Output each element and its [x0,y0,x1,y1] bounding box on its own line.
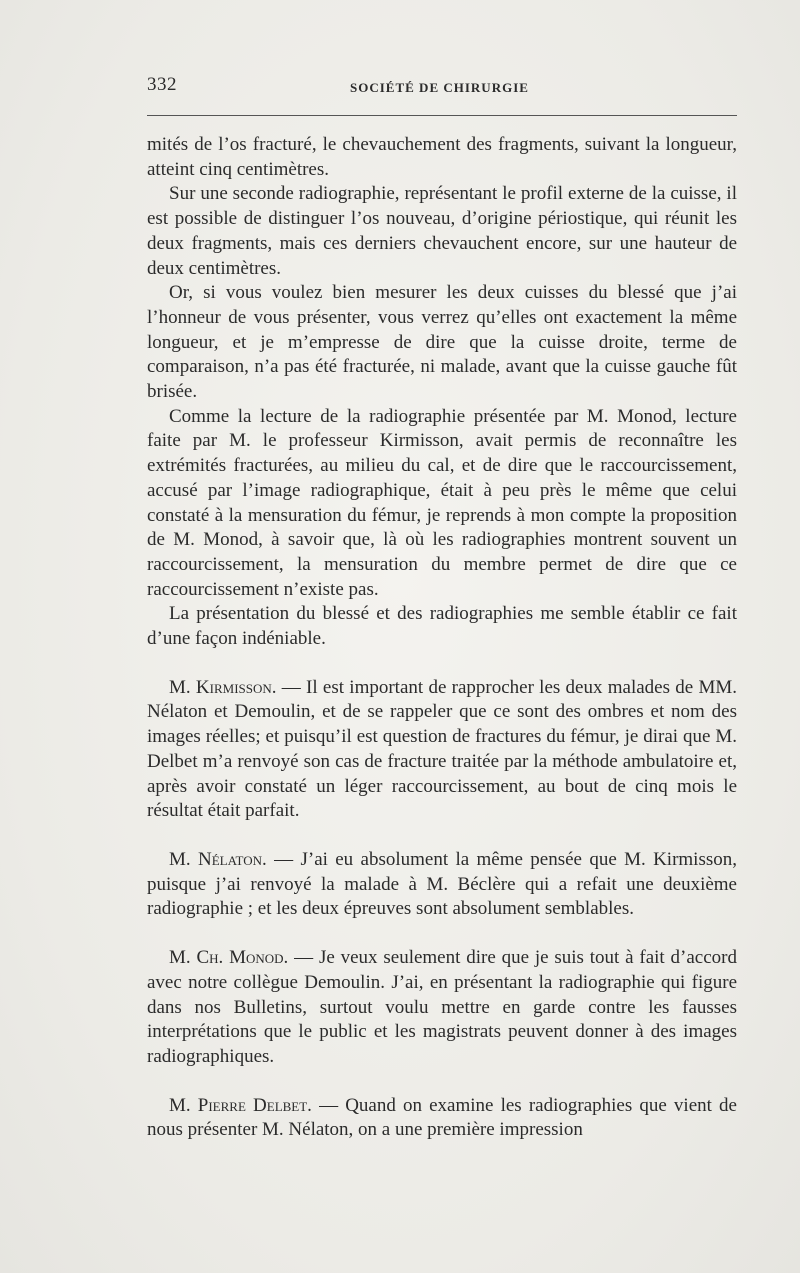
paragraph: La présentation du blessé et des radiographies me semble établir ce fait d’une façon indéniable. [147,603,737,650]
running-title: SOCIÉTÉ DE CHIRURGIE [350,80,529,95]
intervention-text: — Je veux seulement dire que je suis tout à fait d’accord avec notre collègue Demoulin. J’ai, en présentant la radiographie qui figure dans nos Bulletins, surtout voulu mettre en garde contre les fausses interprétations que le public et les magistrats peuvent donner à des images radiographiques. [147,947,737,1067]
intervention-delbet [147,1094,737,1143]
paragraph: mités de l’os fracturé, le chevauchement des fragments, suivant la longueur, atteint cinq centimètres. [147,134,737,180]
page-header [147,74,737,104]
speaker-prefix: M. [169,848,198,870]
intervention-text: — J’ai eu absolument la même pensée que M. Kirmisson, puisque j’ai renvoyé la malade à M. Béclère qui a refait une deuxième radiographie ; et les deux épreuves sont absolument semblables. [147,848,737,920]
intervention-nelaton [147,848,737,922]
speaker-name: Nélaton. [198,848,267,870]
speaker-name: Pierre Delbet. [197,1094,312,1116]
paragraph: Or, si vous voulez bien mesurer les deux cuisses du blessé que j’ai l’honneur de vous présenter, vous verrez qu’elles ont exactement la même longueur, et je m’empresse de dire que la cuisse droite, terme de comparaison, n’a pas été fracturée, ni malade, avant que la cuisse gauche fût brisée. [147,282,737,403]
speaker-prefix: M. [169,1094,198,1116]
body-text [147,133,737,1143]
paragraph: Comme la lecture de la radiographie présentée par M. Monod, lecture faite par M. le professeur Kirmisson, avait permis de reconnaître les extrémités fracturées, au milieu du cal, et de dire que le raccourcissement, accusé par l’image radiographique, était à peu près le même que celui constaté à la mensuration du fémur, je reprends à mon compte la proposition de M. Monod, à savoir que, là où les radiographies montrent souvent un raccourcissement, la mensuration du membre permet de dire que ce raccourcissement n’existe pas. [147,405,737,600]
speaker-name: Kirmisson. [195,676,277,698]
speaker-prefix: M. [169,947,197,969]
speaker-prefix: M. [169,676,196,698]
intervention-text: — Quand on examine les radiographies que vient de nous présenter M. Nélaton, on a une première impression [147,1094,737,1141]
intervention-monod [147,946,737,1070]
paragraph: Sur une seconde radiographie, représentant le profil externe de la cuisse, il est possible de distinguer l’os nouveau, d’origine périostique, qui réunit les deux fragments, mais ces derniers chevauchent encore, sur une hauteur de deux centimètres. [147,183,737,279]
page-number: 332 [147,74,177,95]
intervention-kirmisson [147,676,737,824]
intervention-text: — Il est important de rapprocher les deux malades de MM. Nélaton et Demoulin, et de se rappeler que ce sont des ombres et nom des images réelles; et puisqu’il est question de fractures du fémur, je dirai que M. Delbet m’a renvoyé son cas de fracture traitée par la méthode ambulatoire et, après avoir constaté un léger raccourcissement, au bout de cinq mois le résultat était parfait. [147,676,738,822]
header-rule [147,115,737,116]
speaker-name: Ch. Monod. [196,947,289,969]
